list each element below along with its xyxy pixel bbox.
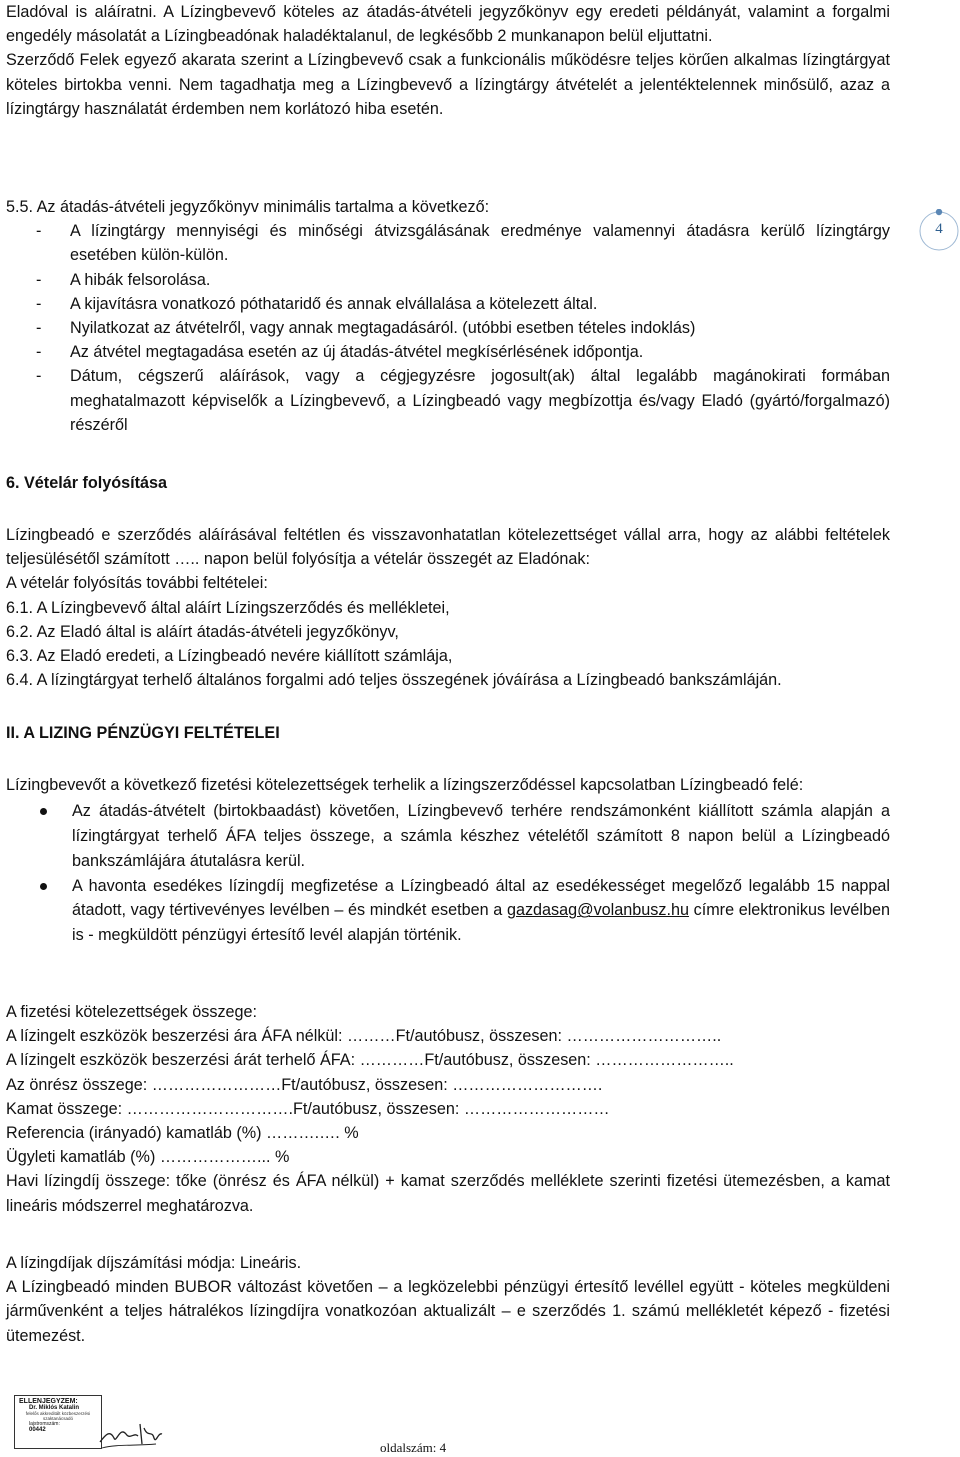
calc-method: A lízingdíjak díjszámítási módja: Lineáris. [6,1254,302,1272]
list-item: - A kijavításra vonatkozó póthataridő és annak elvállalása a kötelezett által. [36,294,598,313]
section-6 [6,471,890,495]
closing-section [6,1251,890,1348]
condition-item: 6.4. A lízingtárgyat terhelő általános forgalmi adó teljes összegének jóváírása a Lízingbeadó bankszámláján. [6,671,782,690]
section-5-5-intro: 5.5. Az átadás-átvételi jegyzőkönyv minimális tartalma a következő: [6,198,490,216]
bullet-icon [6,799,72,873]
page-number-badge [917,209,960,253]
condition-item: 6.1. A Lízingbevevő által aláírt Lízingszerződés és mellékletei, [6,598,450,617]
list-item: A havonta esedékes lízingdíj megfizetése a Lízingbeadó által az esedékességet megelőző legalább 15 nappal átadott, vagy tértivevényes levélben – és mindkét esetben a gazdasag@volanbusz.hu címre elektronikus levélben is - megküldött pénzügyi értesítő levél alapján történik. [6,874,890,948]
top-paragraphs [6,0,890,121]
countersign-stamp: ELLENJEGYZEM: Dr. Miklós Katalin felelős akkreditált közbeszerzési szaktanácsadó lajstromszám: 00442 [14,1395,102,1449]
section-6-heading: 6. Vételár folyósítása [6,474,168,492]
section-ii-body [6,773,890,948]
list-item: - Az átvétel megtagadása esetén az új átadás-átvétel megkísérlésének időpontja. [36,343,644,362]
list-item: Az átadás-átvételt (birtokbaadást) követően, Lízingbevevő terhére rendszámonként kiállított számla alapján a lízingtárgyat terhelő ÁFA teljes összege, a számla készhez vételétől számított 8 napon belül a Lízingbeadó bankszámlájára átutalásra kerül. [6,799,890,873]
section-6-conditions-title: A vételár folyósítás további feltételei: [6,574,268,593]
amount-line: Ügyleti kamatláb (%) ………………... % [6,1148,290,1167]
page-footer: oldalszám: 4 [380,1440,447,1455]
bubor-paragraph: A Lízingbeadó minden BUBOR változást követően – a legközelebbi pénzügyi értesítő levéllel együtt - köteles megküldeni járművenként a teljes hátralékos lízingdíjra vonatkozóan aktualizált – e szerződés 1. számú mellékletét képező - fizetési ütemezést. [6,1278,890,1345]
amount-line: A lízingelt eszközök beszerzési ára ÁFA nélkül: ………Ft/autóbusz, összesen: ……………………….. [6,1027,722,1046]
section-6-paragraph: Lízingbeadó e szerződés aláírásával feltétlen és visszavonhatatlan kötelezettséget vállal arra, hogy az alábbi feltételek teljesülésétől számított ….. napon belül folyósítja a vételár összegét az Eladónak: [6,526,890,569]
paragraph-handover-copy: Eladóval is aláíratni. A Lízingbevevő köteles az átadás-átvételi jegyzőkönyv egy eredeti példányát, valamint a forgalmi engedély másolatát a Lízingbeadónak haladéktalanul, de legkésőbb 2 munkanapon belül eljuttatni. [6,3,890,46]
list-item: - Nyilatkozat az átvételről, vagy annak megtagadásáról. (utóbbi esetben tételes indoklás) [36,319,696,338]
list-item: - A lízingtárgy mennyiségi és minőségi átvizsgálásának eredménye valamennyi átadásra kerülő lízingtárgy esetében külön-külön. [36,222,890,265]
email-link[interactable]: gazdasag@volanbusz.hu [506,901,689,920]
amounts-section [6,1000,890,1218]
amount-line: Kamat összege: ………………………….Ft/autóbusz, összesen: ……………………… [6,1099,610,1118]
amounts-title: A fizetési kötelezettségek összege: [6,1003,258,1021]
monthly-fee-paragraph: Havi lízingdíj összege: tőke (önrész és ÁFA nélkül) + kamat szerződés melléklete szerinti fizetési ütemezésben, a kamat lineáris módszerrel meghatározva. [6,1172,890,1215]
section-ii-heading: II. A LIZING PÉNZÜGYI FELTÉTELEI [6,724,280,742]
amount-line: Az önrész összege: ……………………Ft/autóbusz, összesen: ………………………. [6,1075,603,1094]
list-item: - Dátum, cégszerű aláírások, vagy a cégjegyzésre jogosult(ak) által legalább magánokirati formában meghatalmazott képviselők a Lízingbevevő, a Lízingbeadó vagy megbízottja és/vagy Eladó (gyártó/forgalmazó) részéről [36,367,890,434]
amount-line: Referencia (irányadó) kamatláb (%) ……….…. % [6,1124,359,1143]
section-ii [6,721,890,745]
condition-item: 6.3. Az Eladó eredeti, a Lízingbeadó nevére kiállított számlája, [6,647,453,666]
badge-page-number: 4 [935,221,943,237]
bullet-icon [6,874,72,948]
paragraph-acceptance-condition: Szerződő Felek egyező akarata szerint a Lízingbevevő csak a funkcionális működésre teljes körűen alkalmas lízingtárgyat köteles birtokba venni. Nem tagadhatja meg a Lízingbevevő a lízingtárgy átvételét a jelentéktelennek minősülő, azaz a lízingtárgy használatát érdemben nem korlátozó hiba esetén. [6,51,890,118]
condition-item: 6.2. Az Eladó által is aláírt átadás-átvételi jegyzőkönyv, [6,622,399,641]
signature-icon [96,1404,166,1452]
list-item: - A hibák felsorolása. [36,270,211,289]
section-5-5 [6,195,890,437]
section-ii-intro: Lízingbevevőt a következő fizetési kötelezettségek terhelik a lízingszerződéssel kapcsolatban Lízingbeadó felé: [6,776,804,794]
section-6-body [6,523,890,692]
amount-line: A lízingelt eszközök beszerzési árát terhelő ÁFA: …………Ft/autóbusz, összesen: …………………….. [6,1051,734,1070]
